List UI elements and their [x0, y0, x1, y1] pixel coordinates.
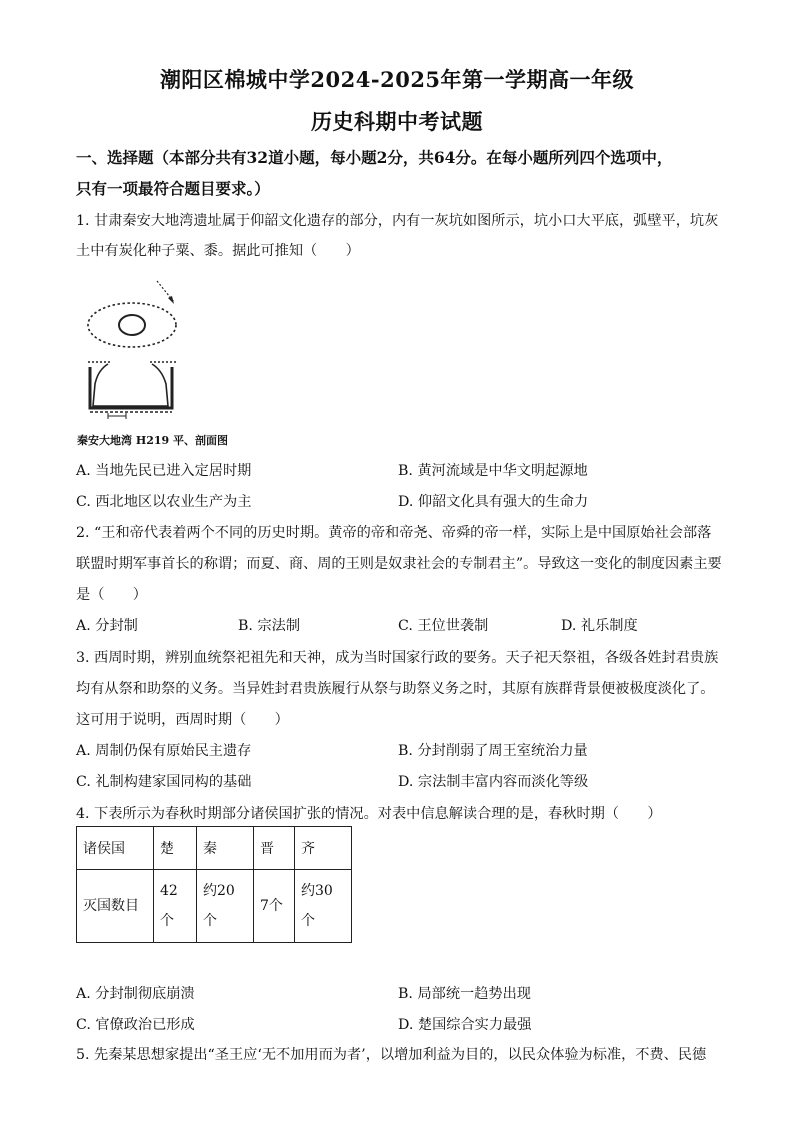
section-heading-line2: 只有一项最符合题目要求。）: [76, 179, 270, 198]
plan-view: [88, 281, 176, 347]
q3-option-a: A. 周制仍保有原始民主遗存: [76, 743, 252, 759]
q4-table-header-row: [77, 827, 352, 870]
q2-option-b: B. 宗法制: [238, 618, 301, 634]
q5-stem-line1: 5. 先秦某思想家提出“圣王应‘无不加用而为者’，以增加利益为目的，以民众体验为标准，不费、民德: [76, 1047, 707, 1063]
q2-option-a: A. 分封制: [76, 618, 138, 634]
q4-option-b: B. 局部统一趋势出现: [398, 986, 531, 1002]
q4-table-data-row: [77, 870, 352, 943]
q3-stem-line2: 均有从祭和助祭的义务。当异姓封君贵族履行从祭与助祭义务之时，其原有族群背景便被极度淡化了。: [76, 681, 715, 697]
q2-option-d: D. 礼乐制度: [561, 618, 638, 634]
q1-option-c: C. 西北地区以农业生产为主: [76, 494, 252, 510]
pit-figure: [80, 272, 190, 420]
q4-table-header-cell: 楚: [154, 827, 197, 870]
q4-table-row-label: 灭国数目: [77, 870, 154, 943]
q3-stem-line3: 这可用于说明，西周时期（ ）: [76, 712, 289, 728]
q2-stem-line2: 联盟时期军事首长的称谓；而夏、商、周的王则是奴隶社会的专制君主”。导致这一变化的制度因素主要: [76, 556, 722, 572]
q2-stem-line1: 2. “王和帝代表着两个不同的历史时期。黄帝的帝和帝尧、帝舜的帝一样，实际上是中国原始社会部落: [76, 525, 712, 541]
q4-table-header-cell: 秦: [197, 827, 254, 870]
q4-table-header-cell: 诸侯国: [77, 827, 154, 870]
q4-table-value-cell: 约30个: [295, 870, 352, 943]
q3-option-d: D. 宗法制丰富内容而淡化等级: [398, 774, 589, 790]
q4-table-header-cell: 晋: [254, 827, 295, 870]
q4-table: [76, 826, 352, 943]
q4-table-value-cell: 7个: [254, 870, 295, 943]
q4-option-c: C. 官僚政治已形成: [76, 1017, 195, 1033]
section-heading-line1: 一、选择题（本部分共有32道小题，每小题2分，共64分。在每小题所列四个选项中，: [76, 148, 673, 167]
exam-subtitle: 历史科期中考试题: [311, 109, 483, 134]
q1-stem-line1: 1. 甘肃秦安大地湾遗址属于仰韶文化遗存的部分，内有一灰坑如图所示，坑小口大平底，弧壁平，坑灰: [76, 213, 719, 229]
q4-option-d: D. 楚国综合实力最强: [398, 1017, 532, 1033]
q2-option-c: C. 王位世袭制: [398, 618, 489, 634]
q4-table-value-cell: 约20个: [197, 870, 254, 943]
q1-stem-line2: 土中有炭化种子粟、黍。据此可推知（ ）: [76, 243, 360, 259]
q3-option-b: B. 分封削弱了周王室统治力量: [398, 743, 588, 759]
q1-option-b: B. 黄河流域是中华文明起源地: [398, 463, 588, 479]
q4-table-value-cell: 42个: [154, 870, 197, 943]
q1-option-d: D. 仰韶文化具有强大的生命力: [398, 494, 589, 510]
q4-option-a: A. 分封制彻底崩溃: [76, 986, 195, 1002]
q4-table-header-cell: 齐: [295, 827, 352, 870]
q2-stem-line3: 是（ ）: [76, 587, 147, 603]
exam-title: 潮阳区棉城中学2024-2025年第一学期高一年级: [159, 67, 635, 92]
q1-option-a: A. 当地先民已进入定居时期: [76, 463, 252, 479]
q4-stem-line1: 4. 下表所示为春秋时期部分诸侯国扩张的情况。对表中信息解读合理的是，春秋时期（ ）: [76, 806, 662, 822]
q1-figure-caption: 秦安大地湾 H219 平、剖面图: [77, 434, 229, 447]
q3-stem-line1: 3. 西周时期，辨别血统祭祀祖先和天神，成为当时国家行政的要务。天子祀天祭祖，各级各姓封君贵族: [76, 650, 719, 666]
q3-option-c: C. 礼制构建家国同构的基础: [76, 774, 252, 790]
section-view: [88, 362, 178, 419]
